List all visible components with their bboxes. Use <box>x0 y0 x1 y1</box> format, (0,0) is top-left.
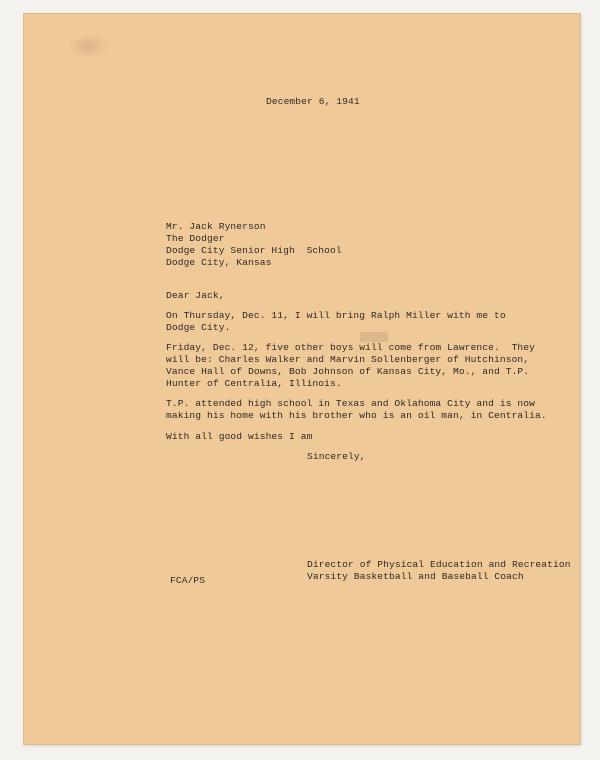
paragraph-1-line-2: Dodge City. <box>166 322 231 333</box>
address-line-1: Mr. Jack Rynerson <box>166 221 266 232</box>
signature-title-line-2: Varsity Basketball and Baseball Coach <box>307 571 524 582</box>
initials: FCA/PS <box>170 575 206 586</box>
paragraph-4: With all good wishes I am <box>166 431 313 442</box>
paragraph-3-line-2: making his home with his brother who is an oil man, in Centralia. <box>166 410 547 421</box>
paragraph-2-line-2: will be: Charles Walker and Marvin Sollenberger of Hutchinson, <box>166 354 530 365</box>
paper-smudge <box>68 34 110 58</box>
signature-title-line-1: Director of Physical Education and Recreation <box>307 559 571 570</box>
paragraph-2-line-3: Vance Hall of Downs, Bob Johnson of Kansas City, Mo., and T.P. <box>166 366 530 377</box>
address-line-4: Dodge City, Kansas <box>166 257 272 268</box>
address-line-2: The Dodger <box>166 233 225 244</box>
paragraph-1-line-1: On Thursday, Dec. 11, I will bring Ralph Miller with me to <box>166 310 506 321</box>
faint-mark <box>360 332 388 342</box>
paragraph-2-line-4: Hunter of Centralia, Illinois. <box>166 378 342 389</box>
salutation: Dear Jack, <box>166 290 225 301</box>
closing: Sincerely, <box>307 451 366 462</box>
address-line-3: Dodge City Senior High School <box>166 245 342 256</box>
paragraph-2-line-1: Friday, Dec. 12, five other boys will come from Lawrence. They <box>166 342 536 353</box>
paragraph-3-line-1: T.P. attended high school in Texas and Oklahoma City and is now <box>166 398 536 409</box>
letter-date: December 6, 1941 <box>266 96 360 107</box>
